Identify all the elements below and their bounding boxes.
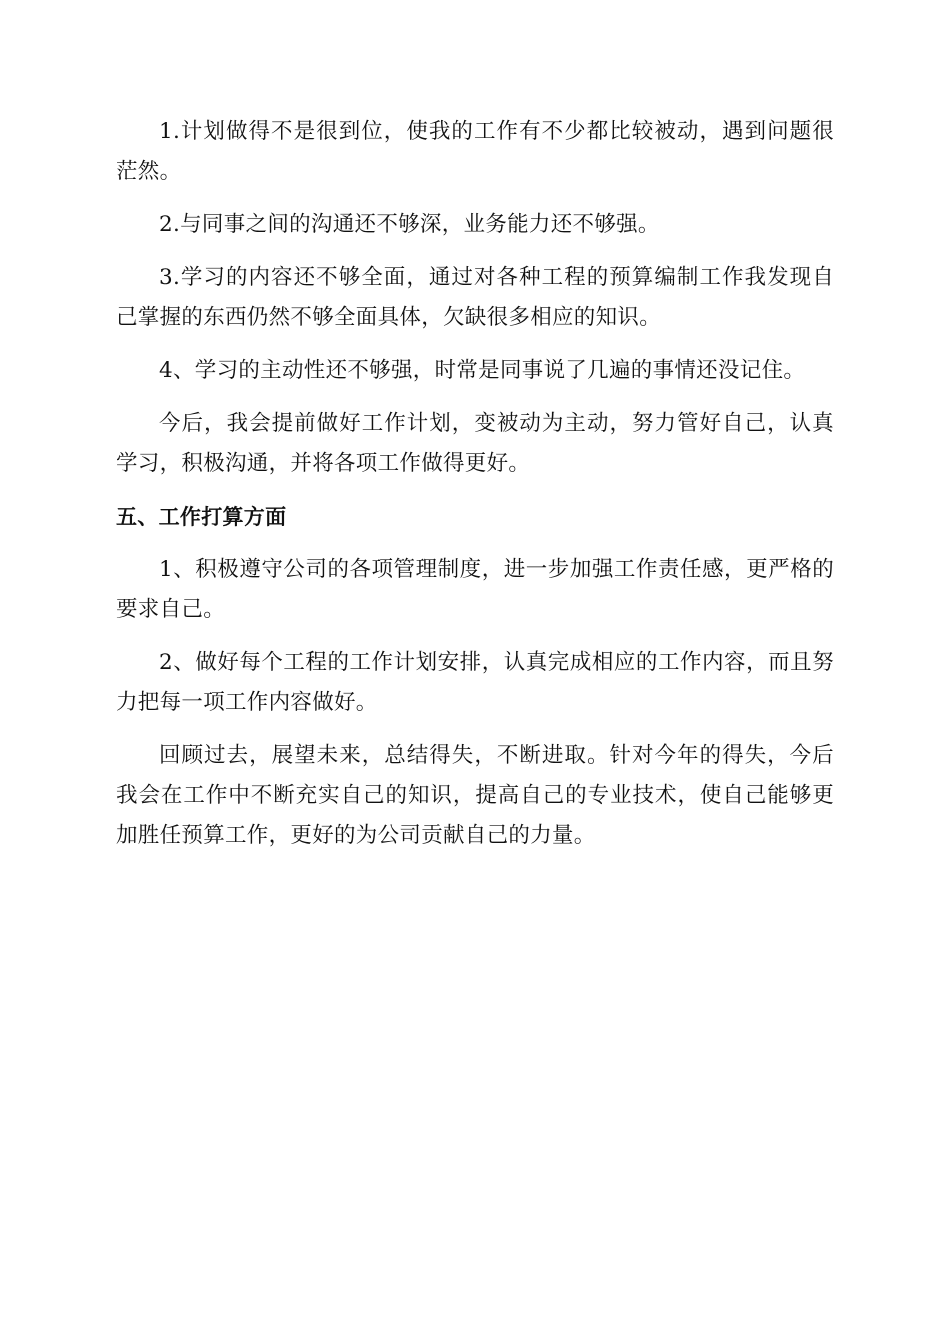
paragraph-project-planning: 2、做好每个工程的工作计划安排，认真完成相应的工作内容，而且努力把每一项工作内容做好。 — [116, 650, 834, 715]
paragraph-improvement-plan: 今后，我会提前做好工作计划，变被动为主动，努力管好自己，认真学习，积极沟通，并将各项工作做得更好。 — [116, 411, 834, 476]
paragraph-learning-initiative-issue: 4、学习的主动性还不够强，时常是同事说了几遍的事情还没记住。 — [159, 358, 806, 383]
paragraph-learning-content-issue: 3.学习的内容还不够全面，通过对各种工程的预算编制工作我发现自己掌握的东西仍然不够全面具体，欠缺很多相应的知识。 — [116, 265, 834, 330]
paragraph-plan-issue: 1.计划做得不是很到位，使我的工作有不少都比较被动，遇到问题很茫然。 — [116, 119, 834, 184]
paragraph-comply-rules: 1、积极遵守公司的各项管理制度，进一步加强工作责任感，更严格的要求自己。 — [116, 557, 834, 622]
paragraph-conclusion: 回顾过去，展望未来，总结得失，不断进取。针对今年的得失，今后我会在工作中不断充实自己的知识，提高自己的专业技术，使自己能够更加胜任预算工作，更好的为公司贡献自己的力量。 — [116, 743, 834, 848]
paragraph-communication-issue: 2.与同事之间的沟通还不够深，业务能力还不够强。 — [159, 212, 660, 237]
document-body — [116, 112, 834, 869]
section-heading-work-plan: 五、工作打算方面 — [116, 505, 287, 529]
